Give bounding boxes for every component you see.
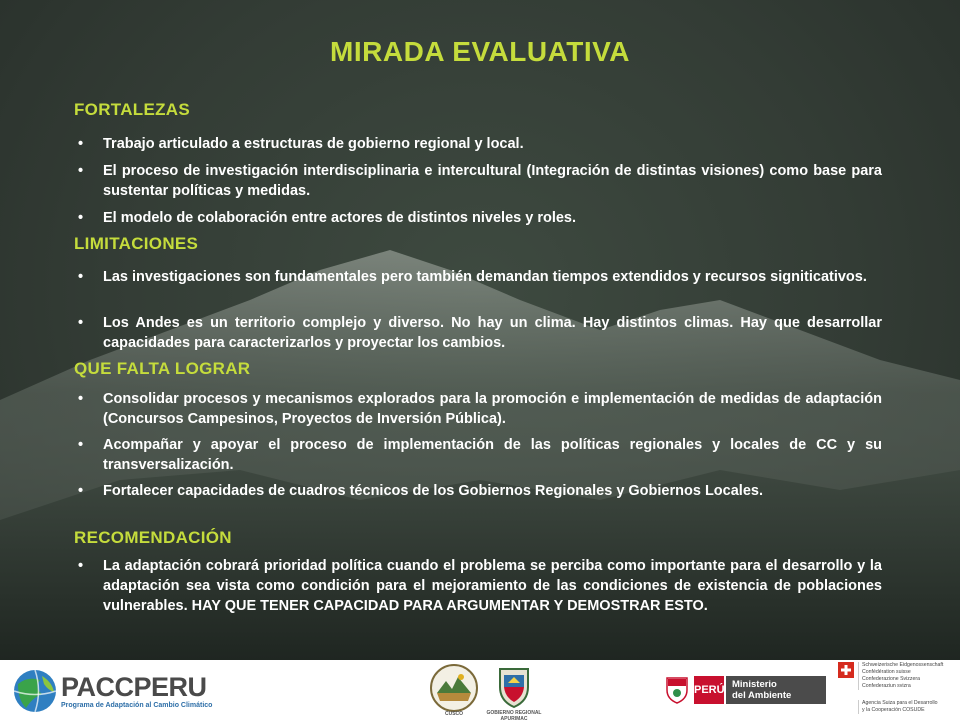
section-heading-limitaciones: LIMITACIONES [74,234,199,253]
bullet-symbol: • [78,210,84,226]
bullet-text: Las investigaciones son fundamentales pero también demandan tiempos extendidos y recursos signiticativos. [103,269,867,285]
bullet-symbol: • [78,483,84,499]
section-heading-que-falta-lograr: QUE FALTA LOGRAR [74,359,251,378]
bullet-symbol: • [78,391,84,407]
swiss-confederation-text [858,662,943,690]
swiss-line: Confédération suisse [862,669,911,675]
cosude-text [858,700,938,714]
bullet-symbol: • [78,136,84,152]
bullet-symbol: • [78,315,84,331]
bullet-symbol: • [78,437,84,453]
bullet-text: La adaptación cobrará prioridad política cuando el problema se perciba como importante para el desarrollo y la adaptación sea vista como condición para el mejoramiento de las condiciones de existencia de poblaciones vulnerables. HAY QUE TENER CAPACIDAD PARA ARGUMENTAR Y DEMOSTRAR ESTO. [103,558,882,614]
peru-shield-icon [664,676,690,704]
peru-label: PERÚ [694,676,724,704]
slide-title: MIRADA EVALUATIVA [330,36,630,67]
bullet-item [78,313,882,353]
bullet-symbol: • [78,558,84,574]
bullet-item [78,556,882,616]
globe-icon [12,668,58,714]
bullet-item [78,435,882,475]
bullet-text: Fortalecer capacidades de cuadros técnicos de los Gobiernos Regionales y Gobiernos Locales. [103,483,763,499]
bullet-text: El modelo de colaboración entre actores de distintos niveles y roles. [103,210,577,226]
pacc-logo-subtitle: Programa de Adaptación al Cambio Climático [61,702,213,709]
bullet-symbol: • [78,269,84,285]
bullet-item [78,481,882,501]
coat-of-arms-icon [494,665,534,709]
ministry-label [726,676,826,704]
bullet-text: Consolidar procesos y mecanismos explorados para la promoción e implementación de medidas de adaptación (Concursos Campesinos, Proyectos de Inversión Pública). [103,391,882,427]
section-heading-recomendacion: RECOMENDACIÓN [74,528,232,547]
bullet-text: El proceso de investigación interdisciplinaria e intercultural (Integración de distintas visiones) como base para sustentar políticas y medidas. [103,163,882,199]
bullet-item [78,267,882,287]
bullet-item [78,161,882,201]
peru-ministry-logo [664,676,826,704]
bullet-item [78,389,882,429]
bullet-text: Los Andes es un territorio complejo y diverso. No hay un clima. Hay distintos climas. Hay que desarrollar capacidades para caracterizarlos y proyectar los cambios. [103,315,882,351]
bullet-text: Acompañar y apoyar el proceso de implementación de las políticas regionales y locales de CC y su transversalización. [103,437,882,473]
bullet-item [78,208,882,228]
cosude-line: Agencia Suiza para el Desarrollo [862,700,938,706]
ministry-line-1: Ministerio [732,679,777,690]
swiss-line: Confederaziun svizra [862,683,911,689]
bullet-symbol: • [78,163,84,179]
section-heading-fortalezas: FORTALEZAS [74,100,191,119]
swiss-line: Confederazione Svizzera [862,676,920,682]
seal-caption-apurimac: GOBIERNO REGIONAL APURIMAC [486,710,542,720]
seal-caption-cusco: CUSCO [444,711,464,717]
swiss-cooperation-logo [838,662,954,718]
bullet-text: Trabajo articulado a estructuras de gobierno regional y local. [103,136,524,152]
cosude-line: y la Cooperación COSUDE [862,707,925,713]
regional-seal-icon [428,663,480,713]
pacc-logo-text: PACCPERU [61,672,207,702]
ministry-line-2: del Ambiente [732,690,792,701]
swiss-line: Schweizerische Eidgenossenschaft [862,662,944,668]
bullet-item [78,134,882,154]
swiss-cross-icon [838,662,854,678]
